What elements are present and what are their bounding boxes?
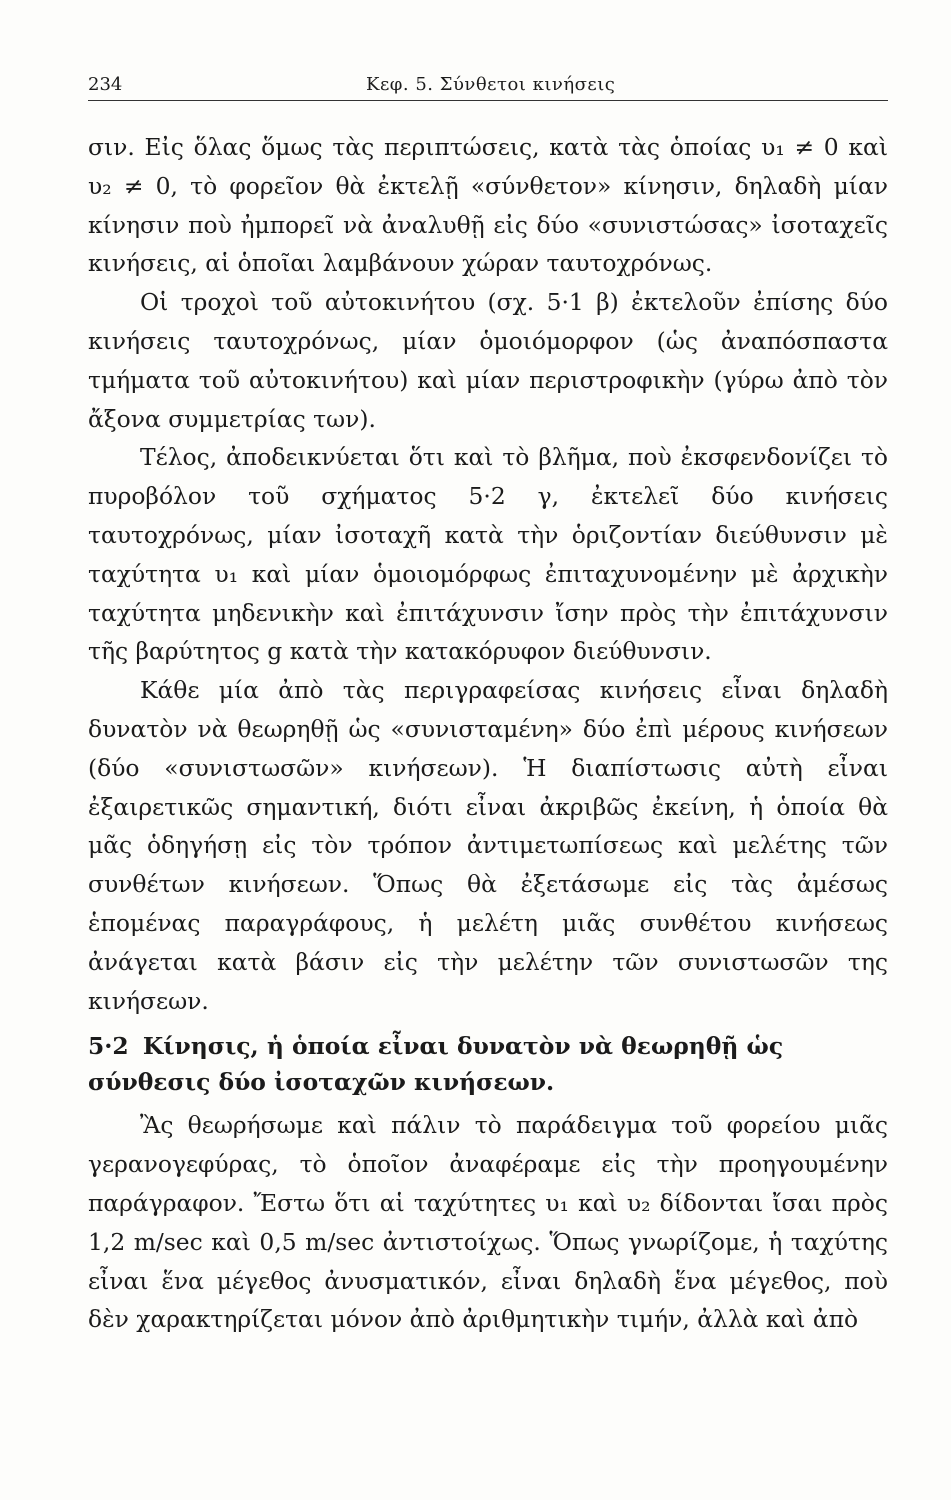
paragraph-4: Κάθε μία ἀπὸ τὰς περιγραφείσας κινήσεις εἶναι δηλαδὴ δυνατὸν νὰ θεωρηθῇ ὡς «συνισταμένη» δύο ἐπὶ μέρους κινήσεων (δύο «συνιστωσῶν» κινήσεων). Ἡ διαπίστωσις αὐτὴ εἶναι ἐξαιρετικῶς σημαντική, διότι εἶναι ἀκριβῶς ἐκείνη, ἡ ὁποία θὰ μᾶς ὁδηγήσῃ εἰς τὸν τρόπον ἀντιμετωπίσεως καὶ μελέτης τῶν συνθέτων κινήσεων. Ὅπως θὰ ἐξετάσωμε εἰς τὰς ἀμέσως ἑπομένας παραγράφους, ἡ μελέτη μιᾶς συνθέτου κινήσεως ἀνάγεται κατὰ βάσιν εἰς τὴν μελέτην τῶν συνιστωσῶν της κινήσεων. bbox=[88, 676, 888, 1015]
section-title: Κίνησις, ἡ ὁποία εἶναι δυνατὸν νὰ θεωρηθῇ ὡς σύνθεσις δύο ἰσοταχῶν κινήσεων. bbox=[88, 1032, 784, 1097]
section-number: 5·2 bbox=[88, 1032, 129, 1061]
page-number: 234 bbox=[88, 74, 123, 95]
section-paragraph: Ἂς θεωρήσωμε καὶ πάλιν τὸ παράδειγμα τοῦ φορείου μιᾶς γερανογεφύρας, τὸ ὁποῖον ἀναφέραμε εἰς τὴν προηγουμένην παράγραφον. Ἔστω ὅτι αἱ ταχύτητες υ₁ καὶ υ₂ δίδονται ἴσαι πρὸς 1,2 m/sec καὶ 0,5 m/sec ἀντιστοίχως. Ὅπως γνωρίζομε, ἡ ταχύτης εἶναι ἕνα μέγεθος ἀνυσματικόν, εἶναι δηλαδὴ ἕνα μέγεθος, ποὺ δὲν χαρακτηρίζεται μόνον ἀπὸ ἀριθμητικὴν τιμήν, ἀλλὰ καὶ ἀπὸ bbox=[88, 1111, 888, 1334]
paragraph-2: Οἱ τροχοὶ τοῦ αὐτοκινήτου (σχ. 5·1 β) ἐκτελοῦν ἐπίσης δύο κινήσεις ταυτοχρόνως, μίαν ὁμοιόμορφον (ὡς ἀναπόσπαστα τμήματα τοῦ αὐτοκινήτου) καὶ μίαν περιστροφικὴν (γύρω ἀπὸ τὸν ἄξονα συμμετρίας των). bbox=[88, 288, 888, 433]
paragraph-1: σιν. Εἰς ὅλας ὅμως τὰς περιπτώσεις, κατὰ τὰς ὁποίας υ₁ ≠ 0 καὶ υ₂ ≠ 0, τὸ φορεῖον θὰ ἐκτελῇ «σύνθετον» κίνησιν, δηλαδὴ μίαν κίνησιν ποὺ ἠμπορεῖ νὰ ἀναλυθῇ εἰς δύο «συνιστώσας» ἰσοταχεῖς κινήσεις, αἱ ὁποῖαι λαμβάνουν χώραν ταυτοχρόνως. bbox=[88, 133, 888, 278]
page-header bbox=[88, 74, 888, 101]
body-text bbox=[88, 128, 888, 1339]
section-heading bbox=[88, 1028, 888, 1100]
running-title: Κεφ. 5. Σύνθετοι κινήσεις bbox=[366, 74, 616, 95]
paragraph-3: Τέλος, ἀποδεικνύεται ὅτι καὶ τὸ βλῆμα, ποὺ ἐκσφενδονίζει τὸ πυροβόλον τοῦ σχήματος 5·2 γ, ἐκτελεῖ δύο κινήσεις ταυτοχρόνως, μίαν ἰσοταχῆ κατὰ τὴν ὁριζοντίαν διεύθυνσιν μὲ ταχύτητα υ₁ καὶ μίαν ὁμοιομόρφως ἐπιταχυνομένην μὲ ἀρχικὴν ταχύτητα μηδενικὴν καὶ ἐπιτάχυνσιν ἴσην πρὸς τὴν ἐπιτάχυνσιν τῆς βαρύτητος g κατὰ τὴν κατακόρυφον διεύθυνσιν. bbox=[88, 443, 888, 666]
